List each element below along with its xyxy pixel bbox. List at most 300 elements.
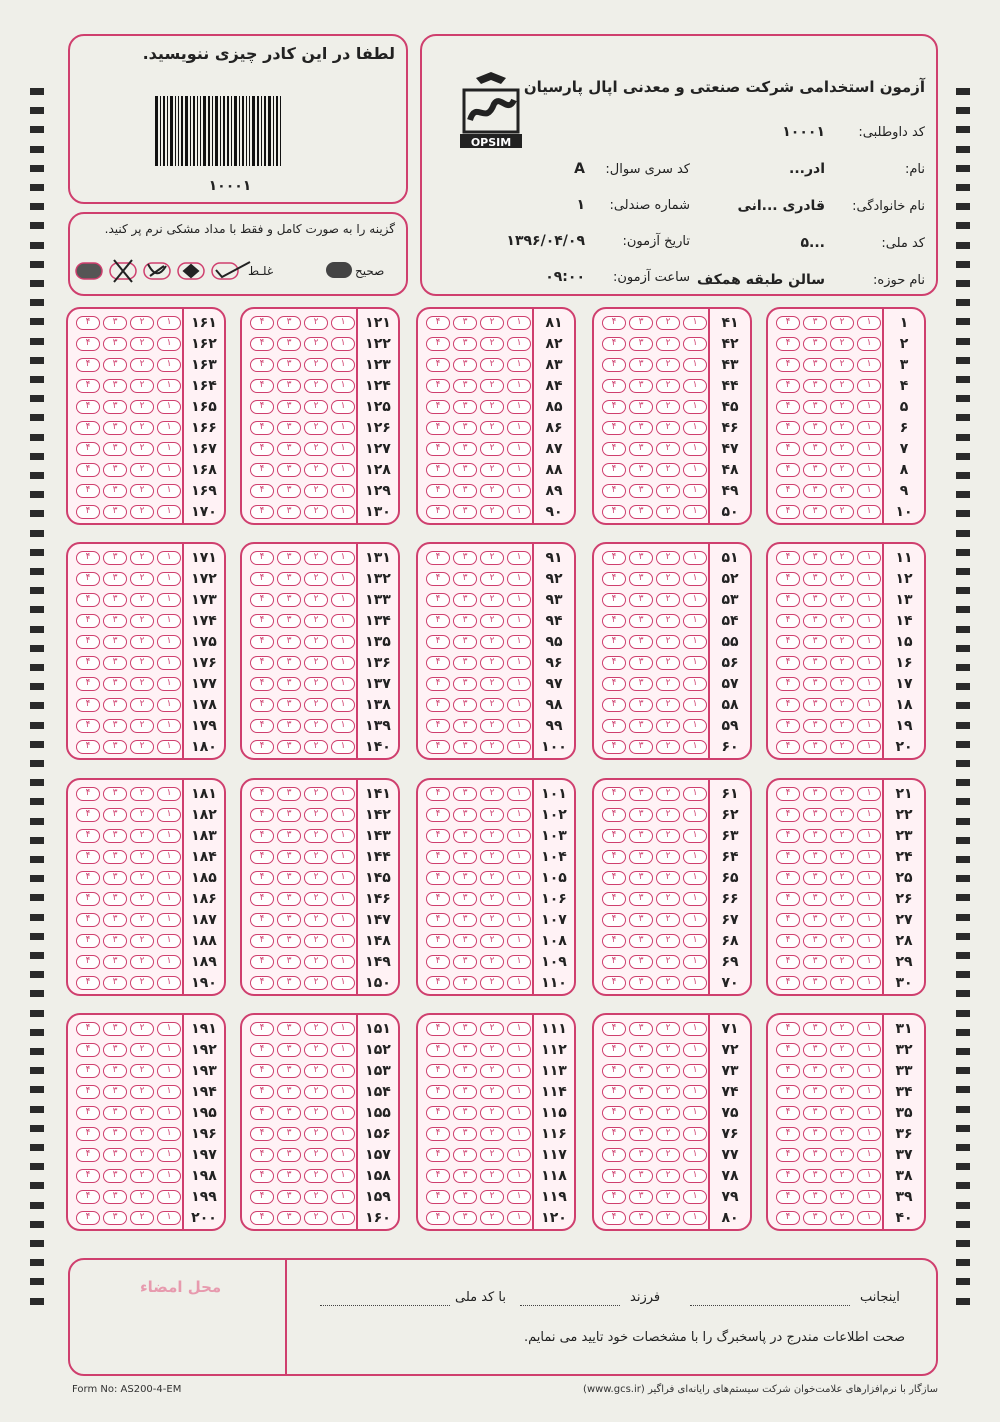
answer-bubble[interactable]: ۱	[857, 463, 881, 477]
answer-bubble[interactable]: ۱	[331, 614, 355, 628]
answer-bubble[interactable]: ۱	[683, 1127, 707, 1141]
answer-bubble[interactable]: ۲	[656, 934, 680, 948]
answer-bubble[interactable]: ۲	[656, 505, 680, 519]
answer-bubble[interactable]: ۴	[776, 1022, 800, 1036]
answer-bubble[interactable]: ۳	[103, 400, 127, 414]
answer-bubble[interactable]: ۲	[130, 677, 154, 691]
answer-bubble[interactable]: ۲	[656, 892, 680, 906]
answer-bubble[interactable]: ۲	[130, 892, 154, 906]
answer-bubble[interactable]: ۳	[803, 850, 827, 864]
answer-bubble[interactable]: ۴	[776, 850, 800, 864]
answer-bubble[interactable]: ۲	[830, 358, 854, 372]
answer-bubble[interactable]: ۱	[331, 892, 355, 906]
answer-bubble[interactable]: ۲	[130, 358, 154, 372]
answer-bubble[interactable]: ۱	[331, 442, 355, 456]
answer-bubble[interactable]: ۱	[157, 358, 181, 372]
answer-bubble[interactable]: ۳	[629, 740, 653, 754]
answer-bubble[interactable]: ۲	[304, 656, 328, 670]
answer-bubble[interactable]: ۴	[602, 1148, 626, 1162]
answer-bubble[interactable]: ۳	[277, 955, 301, 969]
answer-bubble[interactable]: ۳	[277, 635, 301, 649]
answer-bubble[interactable]: ۲	[304, 1190, 328, 1204]
answer-bubble[interactable]: ۳	[103, 892, 127, 906]
answer-bubble[interactable]: ۱	[507, 635, 531, 649]
answer-bubble[interactable]: ۲	[130, 551, 154, 565]
answer-bubble[interactable]: ۴	[426, 955, 450, 969]
answer-bubble[interactable]: ۱	[157, 698, 181, 712]
answer-bubble[interactable]: ۳	[277, 484, 301, 498]
answer-bubble[interactable]: ۲	[130, 1022, 154, 1036]
answer-bubble[interactable]: ۲	[830, 871, 854, 885]
answer-bubble[interactable]: ۳	[103, 1043, 127, 1057]
answer-bubble[interactable]: ۱	[507, 955, 531, 969]
answer-bubble[interactable]: ۱	[857, 829, 881, 843]
answer-bubble[interactable]: ۲	[480, 635, 504, 649]
answer-bubble[interactable]: ۴	[250, 1106, 274, 1120]
answer-bubble[interactable]: ۳	[453, 677, 477, 691]
answer-bubble[interactable]: ۳	[629, 572, 653, 586]
answer-bubble[interactable]: ۲	[304, 379, 328, 393]
answer-bubble[interactable]: ۲	[656, 572, 680, 586]
answer-bubble[interactable]: ۲	[130, 808, 154, 822]
answer-bubble[interactable]: ۴	[76, 1190, 100, 1204]
answer-bubble[interactable]: ۳	[453, 656, 477, 670]
answer-bubble[interactable]: ۱	[331, 955, 355, 969]
answer-bubble[interactable]: ۱	[331, 379, 355, 393]
answer-bubble[interactable]: ۲	[480, 442, 504, 456]
answer-bubble[interactable]: ۱	[331, 934, 355, 948]
answer-bubble[interactable]: ۳	[103, 463, 127, 477]
answer-bubble[interactable]: ۲	[830, 1022, 854, 1036]
answer-bubble[interactable]: ۳	[803, 484, 827, 498]
answer-bubble[interactable]: ۲	[830, 719, 854, 733]
answer-bubble[interactable]: ۴	[250, 379, 274, 393]
answer-bubble[interactable]: ۴	[250, 1148, 274, 1162]
answer-bubble[interactable]: ۳	[453, 1043, 477, 1057]
answer-bubble[interactable]: ۳	[453, 829, 477, 843]
answer-bubble[interactable]: ۲	[480, 337, 504, 351]
answer-bubble[interactable]: ۲	[656, 316, 680, 330]
answer-bubble[interactable]: ۴	[602, 1127, 626, 1141]
answer-bubble[interactable]: ۴	[250, 698, 274, 712]
answer-bubble[interactable]: ۱	[507, 1190, 531, 1204]
answer-bubble[interactable]: ۲	[830, 1106, 854, 1120]
answer-bubble[interactable]: ۱	[683, 1085, 707, 1099]
answer-bubble[interactable]: ۲	[656, 740, 680, 754]
answer-bubble[interactable]: ۲	[656, 1169, 680, 1183]
answer-bubble[interactable]: ۴	[776, 421, 800, 435]
answer-bubble[interactable]: ۳	[803, 1022, 827, 1036]
answer-bubble[interactable]: ۱	[157, 719, 181, 733]
answer-bubble[interactable]: ۲	[830, 442, 854, 456]
answer-bubble[interactable]: ۱	[331, 1169, 355, 1183]
answer-bubble[interactable]: ۲	[480, 871, 504, 885]
answer-bubble[interactable]: ۲	[656, 614, 680, 628]
answer-bubble[interactable]: ۴	[602, 955, 626, 969]
answer-bubble[interactable]: ۴	[426, 934, 450, 948]
answer-bubble[interactable]: ۲	[656, 337, 680, 351]
answer-bubble[interactable]: ۱	[157, 829, 181, 843]
answer-bubble[interactable]: ۱	[331, 572, 355, 586]
answer-bubble[interactable]: ۴	[602, 614, 626, 628]
answer-bubble[interactable]: ۲	[480, 614, 504, 628]
answer-bubble[interactable]: ۴	[250, 316, 274, 330]
answer-bubble[interactable]: ۴	[776, 934, 800, 948]
answer-bubble[interactable]: ۱	[507, 677, 531, 691]
answer-bubble[interactable]: ۳	[629, 593, 653, 607]
answer-bubble[interactable]: ۲	[830, 1169, 854, 1183]
answer-bubble[interactable]: ۴	[426, 635, 450, 649]
answer-bubble[interactable]: ۱	[683, 1043, 707, 1057]
answer-bubble[interactable]: ۳	[277, 337, 301, 351]
answer-bubble[interactable]: ۴	[776, 1085, 800, 1099]
answer-bubble[interactable]: ۱	[507, 1022, 531, 1036]
answer-bubble[interactable]: ۴	[426, 484, 450, 498]
answer-bubble[interactable]: ۴	[602, 1106, 626, 1120]
answer-bubble[interactable]: ۳	[277, 551, 301, 565]
answer-bubble[interactable]: ۲	[130, 421, 154, 435]
answer-bubble[interactable]: ۴	[250, 1085, 274, 1099]
answer-bubble[interactable]: ۳	[629, 484, 653, 498]
answer-bubble[interactable]: ۴	[776, 787, 800, 801]
answer-bubble[interactable]: ۴	[776, 1211, 800, 1225]
answer-bubble[interactable]: ۳	[453, 913, 477, 927]
answer-bubble[interactable]: ۲	[656, 808, 680, 822]
answer-bubble[interactable]: ۳	[629, 614, 653, 628]
answer-bubble[interactable]: ۲	[304, 1169, 328, 1183]
answer-bubble[interactable]: ۱	[857, 1064, 881, 1078]
answer-bubble[interactable]: ۲	[830, 808, 854, 822]
answer-bubble[interactable]: ۴	[602, 892, 626, 906]
answer-bubble[interactable]: ۴	[250, 656, 274, 670]
answer-bubble[interactable]: ۳	[629, 551, 653, 565]
answer-bubble[interactable]: ۱	[683, 1148, 707, 1162]
answer-bubble[interactable]: ۱	[857, 1022, 881, 1036]
answer-bubble[interactable]: ۳	[629, 1106, 653, 1120]
answer-bubble[interactable]: ۳	[453, 871, 477, 885]
answer-bubble[interactable]: ۱	[507, 358, 531, 372]
answer-bubble[interactable]: ۳	[803, 551, 827, 565]
answer-bubble[interactable]: ۲	[480, 1127, 504, 1141]
answer-bubble[interactable]: ۴	[426, 1127, 450, 1141]
answer-bubble[interactable]: ۴	[76, 698, 100, 712]
answer-bubble[interactable]: ۱	[331, 871, 355, 885]
answer-bubble[interactable]: ۱	[683, 850, 707, 864]
answer-bubble[interactable]: ۲	[130, 1148, 154, 1162]
answer-bubble[interactable]: ۴	[426, 463, 450, 477]
answer-bubble[interactable]: ۳	[803, 787, 827, 801]
answer-bubble[interactable]: ۳	[277, 379, 301, 393]
answer-bubble[interactable]: ۳	[803, 1106, 827, 1120]
answer-bubble[interactable]: ۲	[304, 442, 328, 456]
answer-bubble[interactable]: ۳	[103, 934, 127, 948]
answer-bubble[interactable]: ۲	[830, 1043, 854, 1057]
answer-bubble[interactable]: ۱	[157, 442, 181, 456]
answer-bubble[interactable]: ۱	[331, 808, 355, 822]
answer-bubble[interactable]: ۱	[331, 1022, 355, 1036]
answer-bubble[interactable]: ۴	[602, 379, 626, 393]
answer-bubble[interactable]: ۴	[776, 871, 800, 885]
answer-bubble[interactable]: ۳	[277, 656, 301, 670]
answer-bubble[interactable]: ۲	[830, 787, 854, 801]
answer-bubble[interactable]: ۴	[602, 976, 626, 990]
answer-bubble[interactable]: ۴	[426, 1085, 450, 1099]
answer-bubble[interactable]: ۱	[331, 421, 355, 435]
answer-bubble[interactable]: ۲	[480, 1211, 504, 1225]
answer-bubble[interactable]: ۳	[277, 463, 301, 477]
answer-bubble[interactable]: ۱	[331, 337, 355, 351]
answer-bubble[interactable]: ۴	[76, 572, 100, 586]
answer-bubble[interactable]: ۱	[507, 484, 531, 498]
answer-bubble[interactable]: ۴	[250, 976, 274, 990]
answer-bubble[interactable]: ۱	[331, 505, 355, 519]
answer-bubble[interactable]: ۱	[857, 1190, 881, 1204]
answer-bubble[interactable]: ۴	[602, 484, 626, 498]
answer-bubble[interactable]: ۳	[103, 698, 127, 712]
answer-bubble[interactable]: ۴	[76, 379, 100, 393]
answer-bubble[interactable]: ۴	[76, 1169, 100, 1183]
answer-bubble[interactable]: ۳	[453, 719, 477, 733]
answer-bubble[interactable]: ۳	[453, 787, 477, 801]
answer-bubble[interactable]: ۳	[277, 593, 301, 607]
answer-bubble[interactable]: ۴	[776, 593, 800, 607]
answer-bubble[interactable]: ۳	[803, 934, 827, 948]
answer-bubble[interactable]: ۱	[857, 551, 881, 565]
answer-bubble[interactable]: ۳	[629, 871, 653, 885]
answer-bubble[interactable]: ۴	[602, 850, 626, 864]
answer-bubble[interactable]: ۳	[277, 698, 301, 712]
answer-bubble[interactable]: ۴	[426, 505, 450, 519]
answer-bubble[interactable]: ۴	[76, 719, 100, 733]
answer-bubble[interactable]: ۱	[507, 719, 531, 733]
answer-bubble[interactable]: ۴	[602, 421, 626, 435]
answer-bubble[interactable]: ۴	[250, 1169, 274, 1183]
answer-bubble[interactable]: ۳	[629, 808, 653, 822]
answer-bubble[interactable]: ۲	[830, 337, 854, 351]
answer-bubble[interactable]: ۲	[656, 976, 680, 990]
answer-bubble[interactable]: ۴	[426, 913, 450, 927]
answer-bubble[interactable]: ۳	[453, 505, 477, 519]
answer-bubble[interactable]: ۳	[453, 1085, 477, 1099]
answer-bubble[interactable]: ۴	[426, 337, 450, 351]
answer-bubble[interactable]: ۴	[602, 808, 626, 822]
answer-bubble[interactable]: ۳	[803, 1043, 827, 1057]
answer-bubble[interactable]: ۴	[426, 551, 450, 565]
answer-bubble[interactable]: ۲	[130, 976, 154, 990]
answer-bubble[interactable]: ۳	[103, 976, 127, 990]
answer-bubble[interactable]: ۳	[803, 572, 827, 586]
answer-bubble[interactable]: ۱	[331, 850, 355, 864]
answer-bubble[interactable]: ۴	[76, 656, 100, 670]
answer-bubble[interactable]: ۳	[103, 505, 127, 519]
answer-bubble[interactable]: ۲	[304, 1211, 328, 1225]
answer-bubble[interactable]: ۲	[656, 1043, 680, 1057]
answer-bubble[interactable]: ۲	[480, 1190, 504, 1204]
answer-bubble[interactable]: ۱	[331, 698, 355, 712]
answer-bubble[interactable]: ۳	[803, 358, 827, 372]
answer-bubble[interactable]: ۲	[130, 934, 154, 948]
answer-bubble[interactable]: ۱	[857, 1043, 881, 1057]
answer-bubble[interactable]: ۱	[507, 1169, 531, 1183]
answer-bubble[interactable]: ۲	[304, 808, 328, 822]
answer-bubble[interactable]: ۲	[480, 1148, 504, 1162]
answer-bubble[interactable]: ۳	[629, 829, 653, 843]
answer-bubble[interactable]: ۲	[304, 316, 328, 330]
answer-bubble[interactable]: ۱	[857, 421, 881, 435]
answer-bubble[interactable]: ۴	[776, 316, 800, 330]
answer-bubble[interactable]: ۲	[656, 677, 680, 691]
answer-bubble[interactable]: ۴	[776, 955, 800, 969]
answer-bubble[interactable]: ۳	[277, 976, 301, 990]
answer-bubble[interactable]: ۳	[277, 719, 301, 733]
answer-bubble[interactable]: ۱	[507, 871, 531, 885]
answer-bubble[interactable]: ۱	[857, 934, 881, 948]
answer-bubble[interactable]: ۴	[776, 656, 800, 670]
answer-bubble[interactable]: ۱	[157, 1043, 181, 1057]
answer-bubble[interactable]: ۴	[76, 934, 100, 948]
answer-bubble[interactable]: ۴	[76, 1148, 100, 1162]
answer-bubble[interactable]: ۲	[304, 1085, 328, 1099]
answer-bubble[interactable]: ۴	[250, 871, 274, 885]
answer-bubble[interactable]: ۴	[76, 677, 100, 691]
answer-bubble[interactable]: ۳	[277, 934, 301, 948]
answer-bubble[interactable]: ۳	[629, 656, 653, 670]
answer-bubble[interactable]: ۲	[656, 1211, 680, 1225]
answer-bubble[interactable]: ۲	[304, 892, 328, 906]
answer-bubble[interactable]: ۲	[304, 1106, 328, 1120]
answer-bubble[interactable]: ۲	[830, 421, 854, 435]
answer-bubble[interactable]: ۲	[130, 1064, 154, 1078]
answer-bubble[interactable]: ۲	[480, 698, 504, 712]
answer-bubble[interactable]: ۴	[426, 677, 450, 691]
answer-bubble[interactable]: ۲	[480, 593, 504, 607]
answer-bubble[interactable]: ۱	[507, 442, 531, 456]
answer-bubble[interactable]: ۳	[629, 337, 653, 351]
answer-bubble[interactable]: ۲	[304, 421, 328, 435]
answer-bubble[interactable]: ۴	[250, 635, 274, 649]
answer-bubble[interactable]: ۴	[426, 871, 450, 885]
answer-bubble[interactable]: ۲	[304, 677, 328, 691]
answer-bubble[interactable]: ۲	[480, 934, 504, 948]
answer-bubble[interactable]: ۱	[157, 850, 181, 864]
answer-bubble[interactable]: ۲	[304, 484, 328, 498]
answer-bubble[interactable]: ۳	[453, 442, 477, 456]
answer-bubble[interactable]: ۲	[304, 337, 328, 351]
answer-bubble[interactable]: ۴	[76, 442, 100, 456]
answer-bubble[interactable]: ۲	[130, 442, 154, 456]
answer-bubble[interactable]: ۳	[103, 656, 127, 670]
answer-bubble[interactable]: ۴	[250, 442, 274, 456]
answer-bubble[interactable]: ۳	[103, 808, 127, 822]
answer-bubble[interactable]: ۱	[857, 337, 881, 351]
answer-bubble[interactable]: ۳	[803, 614, 827, 628]
answer-bubble[interactable]: ۳	[103, 572, 127, 586]
answer-bubble[interactable]: ۱	[857, 484, 881, 498]
answer-bubble[interactable]: ۴	[250, 358, 274, 372]
answer-bubble[interactable]: ۲	[304, 871, 328, 885]
answer-bubble[interactable]: ۳	[803, 337, 827, 351]
answer-bubble[interactable]: ۲	[130, 400, 154, 414]
answer-bubble[interactable]: ۳	[453, 551, 477, 565]
answer-bubble[interactable]: ۲	[656, 358, 680, 372]
answer-bubble[interactable]: ۳	[803, 1211, 827, 1225]
answer-bubble[interactable]: ۲	[830, 656, 854, 670]
answer-bubble[interactable]: ۴	[250, 719, 274, 733]
answer-bubble[interactable]: ۱	[507, 934, 531, 948]
answer-bubble[interactable]: ۲	[480, 1043, 504, 1057]
answer-bubble[interactable]: ۱	[683, 1064, 707, 1078]
answer-bubble[interactable]: ۴	[76, 787, 100, 801]
answer-bubble[interactable]: ۲	[480, 829, 504, 843]
answer-bubble[interactable]: ۳	[277, 1022, 301, 1036]
answer-bubble[interactable]: ۳	[277, 1106, 301, 1120]
answer-bubble[interactable]: ۱	[857, 740, 881, 754]
answer-bubble[interactable]: ۱	[331, 1148, 355, 1162]
answer-bubble[interactable]: ۳	[803, 635, 827, 649]
answer-bubble[interactable]: ۳	[629, 719, 653, 733]
answer-bubble[interactable]: ۱	[331, 976, 355, 990]
answer-bubble[interactable]: ۳	[277, 505, 301, 519]
answer-bubble[interactable]: ۱	[331, 316, 355, 330]
answer-bubble[interactable]: ۲	[480, 505, 504, 519]
answer-bubble[interactable]: ۲	[830, 1148, 854, 1162]
answer-bubble[interactable]: ۲	[480, 1106, 504, 1120]
answer-bubble[interactable]: ۳	[103, 740, 127, 754]
answer-bubble[interactable]: ۲	[130, 1169, 154, 1183]
answer-bubble[interactable]: ۴	[250, 421, 274, 435]
answer-bubble[interactable]: ۲	[130, 787, 154, 801]
answer-bubble[interactable]: ۲	[130, 337, 154, 351]
answer-bubble[interactable]: ۴	[76, 1106, 100, 1120]
answer-bubble[interactable]: ۴	[76, 400, 100, 414]
answer-bubble[interactable]: ۲	[656, 955, 680, 969]
answer-bubble[interactable]: ۲	[304, 572, 328, 586]
answer-bubble[interactable]: ۱	[683, 1211, 707, 1225]
answer-bubble[interactable]: ۲	[304, 934, 328, 948]
answer-bubble[interactable]: ۱	[157, 505, 181, 519]
answer-bubble[interactable]: ۴	[776, 551, 800, 565]
answer-bubble[interactable]: ۳	[453, 337, 477, 351]
answer-bubble[interactable]: ۴	[776, 379, 800, 393]
answer-bubble[interactable]: ۱	[331, 400, 355, 414]
answer-bubble[interactable]: ۱	[507, 551, 531, 565]
answer-bubble[interactable]: ۱	[683, 505, 707, 519]
answer-bubble[interactable]: ۲	[480, 850, 504, 864]
answer-bubble[interactable]: ۱	[157, 572, 181, 586]
answer-bubble[interactable]: ۲	[830, 635, 854, 649]
answer-bubble[interactable]: ۳	[453, 316, 477, 330]
answer-bubble[interactable]: ۴	[426, 808, 450, 822]
answer-bubble[interactable]: ۳	[453, 955, 477, 969]
answer-bubble[interactable]: ۳	[803, 442, 827, 456]
answer-bubble[interactable]: ۱	[857, 379, 881, 393]
answer-bubble[interactable]: ۱	[331, 1043, 355, 1057]
answer-bubble[interactable]: ۲	[656, 1022, 680, 1036]
answer-bubble[interactable]: ۱	[507, 316, 531, 330]
answer-bubble[interactable]: ۱	[683, 358, 707, 372]
answer-bubble[interactable]: ۴	[602, 698, 626, 712]
national-code-blank[interactable]	[320, 1305, 450, 1306]
answer-bubble[interactable]: ۳	[277, 1211, 301, 1225]
answer-bubble[interactable]: ۲	[656, 593, 680, 607]
answer-bubble[interactable]: ۳	[453, 463, 477, 477]
answer-bubble[interactable]: ۲	[130, 1211, 154, 1225]
answer-bubble[interactable]: ۴	[426, 829, 450, 843]
answer-bubble[interactable]: ۱	[507, 1148, 531, 1162]
answer-bubble[interactable]: ۴	[426, 593, 450, 607]
answer-bubble[interactable]: ۴	[426, 379, 450, 393]
signature-label[interactable]: محل امضاء	[140, 1278, 222, 1296]
